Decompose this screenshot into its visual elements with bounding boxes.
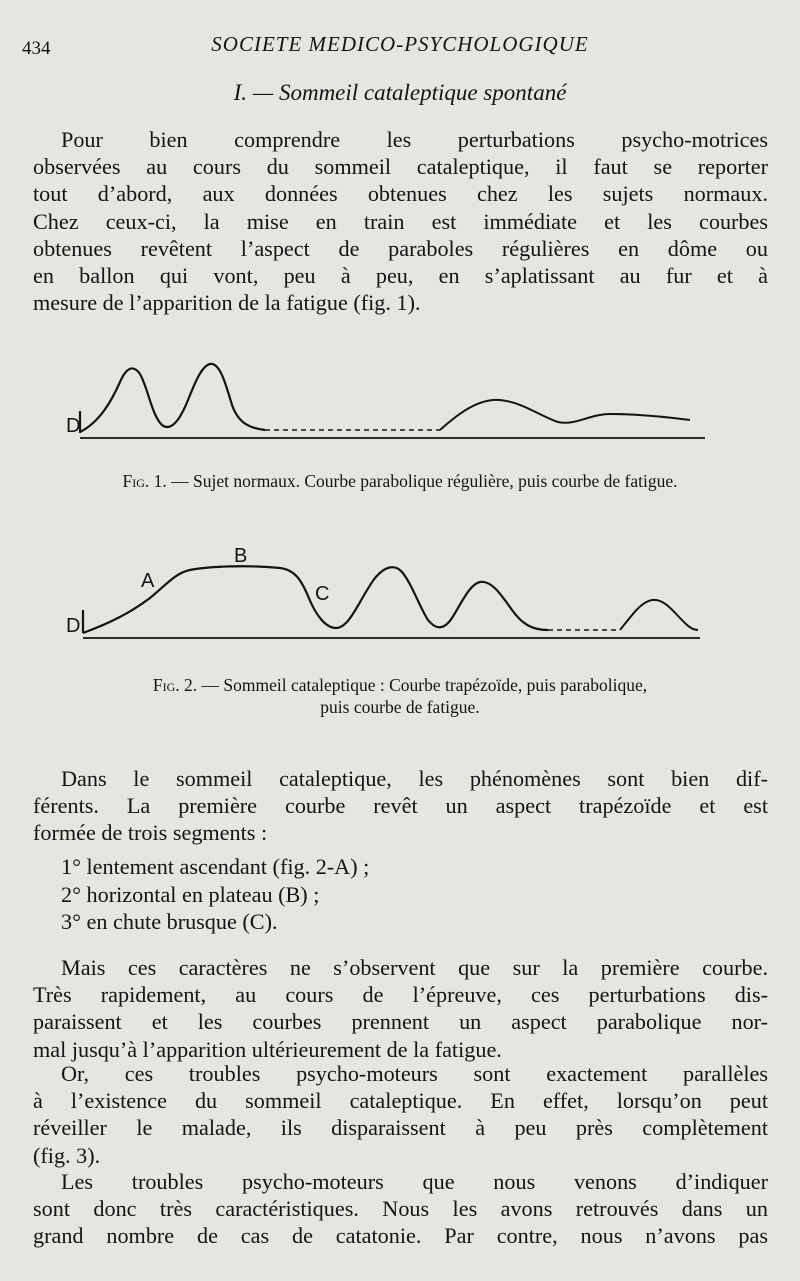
intro-paragraph: [33, 126, 768, 316]
text-line: Or, ces troubles psycho-moteurs sont exactement parallèles: [61, 1061, 768, 1086]
text-line: sont donc très caractéristiques. Nous les avons retrouvés dans un: [33, 1196, 768, 1222]
figure-2-curve: [0, 538, 800, 648]
fig1-caption-text: — Sujet normaux. Courbe parabolique régulière, puis courbe de fatigue.: [171, 471, 678, 491]
section-title: I. — Sommeil cataleptique spontané: [233, 80, 567, 105]
fig2-label-c: C: [315, 583, 330, 605]
fig2-fatigue-curve: [620, 600, 698, 630]
text-line: Dans le sommeil cataleptique, les phénomènes sont bien dif-: [61, 766, 768, 791]
fig1-fatigue-curve: [440, 400, 690, 430]
text-line: Chez ceux-ci, la mise en train est immédiate et les courbes: [33, 208, 768, 234]
fig1-parabolic-curves: [80, 364, 265, 432]
fig2-caption-line-2: puis courbe de fatigue.: [320, 697, 480, 717]
fig2-caption-line-1: — Sommeil cataleptique : Courbe trapézoïde, puis parabolique,: [201, 675, 648, 695]
text-line: formée de trois segments :: [33, 820, 268, 846]
figure-1-caption: [0, 470, 800, 492]
text-line: observées au cours du sommeil cataleptique, il faut se reporter: [33, 154, 768, 180]
fig2-label-a: A: [141, 570, 155, 592]
figure-2-caption: [0, 674, 800, 718]
list-item: 2° horizontal en plateau (B) ;: [61, 881, 320, 907]
text-line: mal jusqu’à l’apparition ultérieurement de la fatigue.: [33, 1036, 502, 1062]
text-line: mesure de l’apparition de la fatigue (fig. 1).: [33, 290, 421, 316]
first-curve-paragraph: [33, 954, 768, 1063]
figure-1-curve: [0, 350, 800, 450]
text-line: Pour bien comprendre les perturbations psycho-motrices: [61, 127, 768, 152]
list-item: 3° en chute brusque (C).: [61, 909, 278, 934]
parallel-paragraph: [33, 1060, 768, 1169]
text-line: obtenues revêtent l’aspect de paraboles régulières en dôme ou: [33, 235, 768, 261]
page-number: 434: [22, 38, 51, 59]
text-line: en ballon qui vont, peu à peu, en s’aplatissant au fur et à: [33, 263, 768, 289]
closing-paragraph: [33, 1168, 768, 1250]
text-line: réveiller le malade, ils disparaissent à peu près complètement: [33, 1115, 768, 1141]
text-line: à l’existence du sommeil cataleptique. En effet, lorsqu’on peut: [33, 1088, 768, 1114]
fig2-caption-number: Fig. 2.: [152, 675, 198, 695]
fig2-label-b: B: [234, 545, 248, 567]
list-item: 1° lentement ascendant (fig. 2-A) ;: [61, 854, 370, 879]
text-line: tout d’abord, aux données obtenues chez les sujets normaux.: [33, 181, 768, 207]
fig1-caption-number: Fig. 1.: [122, 471, 167, 491]
text-line: grand nombre de cas de catatonie. Par contre, nous n’avons pas: [33, 1223, 768, 1249]
text-line: paraissent et les courbes prennent un aspect parabolique nor-: [33, 1009, 768, 1035]
text-line: Très rapidement, au cours de l’épreuve, ces perturbations dis-: [33, 982, 768, 1008]
text-line: (fig. 3).: [33, 1142, 101, 1168]
running-title: SOCIETE MEDICO-PSYCHOLOGIQUE: [211, 32, 589, 56]
fig2-label-d: D: [66, 615, 81, 637]
fig1-label-d: D: [66, 415, 81, 437]
page-header: [0, 30, 800, 60]
text-line: férents. La première courbe revêt un aspect trapézoïde et est: [33, 793, 768, 819]
text-line: Mais ces caractères ne s’observent que sur la première courbe.: [61, 955, 768, 980]
segments-list: [61, 853, 369, 936]
catalepsy-paragraph: [33, 765, 768, 847]
text-line: Les troubles psycho-moteurs que nous venons d’indiquer: [61, 1169, 768, 1194]
